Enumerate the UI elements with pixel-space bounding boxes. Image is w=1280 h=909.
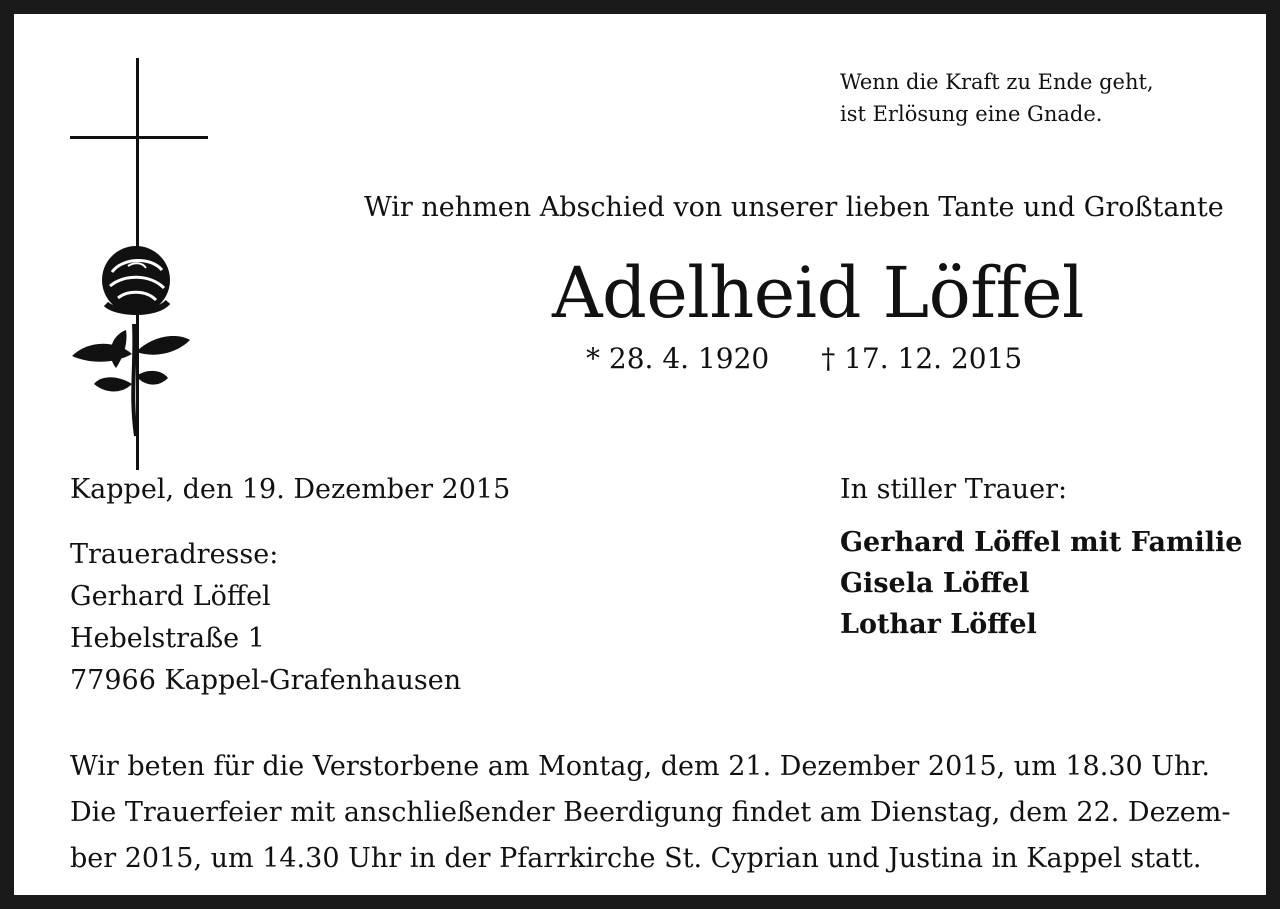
mourner-name: Lothar Löffel (840, 609, 1037, 640)
life-dates (586, 342, 1022, 375)
birth-date: * 28. 4. 1920 (586, 342, 770, 375)
address-line: 77966 Kappel-Grafenhausen (70, 665, 462, 696)
obituary-card (14, 14, 1266, 895)
mourner-name: Gisela Löffel (840, 568, 1030, 599)
address-label: Traueradresse: (70, 539, 279, 570)
place-date: Kappel, den 19. Dezember 2015 (70, 474, 511, 505)
notice-line: ber 2015, um 14.30 Uhr in der Pfarrkirche St. Cyprian und Justina in Kappel statt. (70, 843, 1202, 874)
intro-text: Wir nehmen Abschied von unserer lieben Tante und Großtante (364, 192, 1224, 223)
motto-line: ist Erlösung eine Gnade. (840, 102, 1103, 126)
mourning-address (70, 534, 461, 702)
deceased-name: Adelheid Löffel (552, 252, 1084, 334)
notice-line: Die Trauerfeier mit anschließender Beerdigung findet am Dienstag, dem 22. Dezem- (70, 797, 1231, 828)
motto-line: Wenn die Kraft zu Ende geht, (840, 70, 1154, 94)
address-line: Gerhard Löffel (70, 581, 271, 612)
death-date: † 17. 12. 2015 (821, 342, 1023, 375)
cross-bar (70, 136, 208, 139)
mourners-label: In stiller Trauer: (840, 474, 1068, 505)
motto (840, 66, 1154, 130)
mourners-list (840, 522, 1242, 645)
service-notice (70, 744, 1238, 882)
mourner-name: Gerhard Löffel mit Familie (840, 527, 1243, 558)
rose-icon (66, 244, 196, 444)
address-line: Hebelstraße 1 (70, 623, 265, 654)
notice-line: Wir beten für die Verstorbene am Montag, dem 21. Dezember 2015, um 18.30 Uhr. (70, 751, 1210, 782)
